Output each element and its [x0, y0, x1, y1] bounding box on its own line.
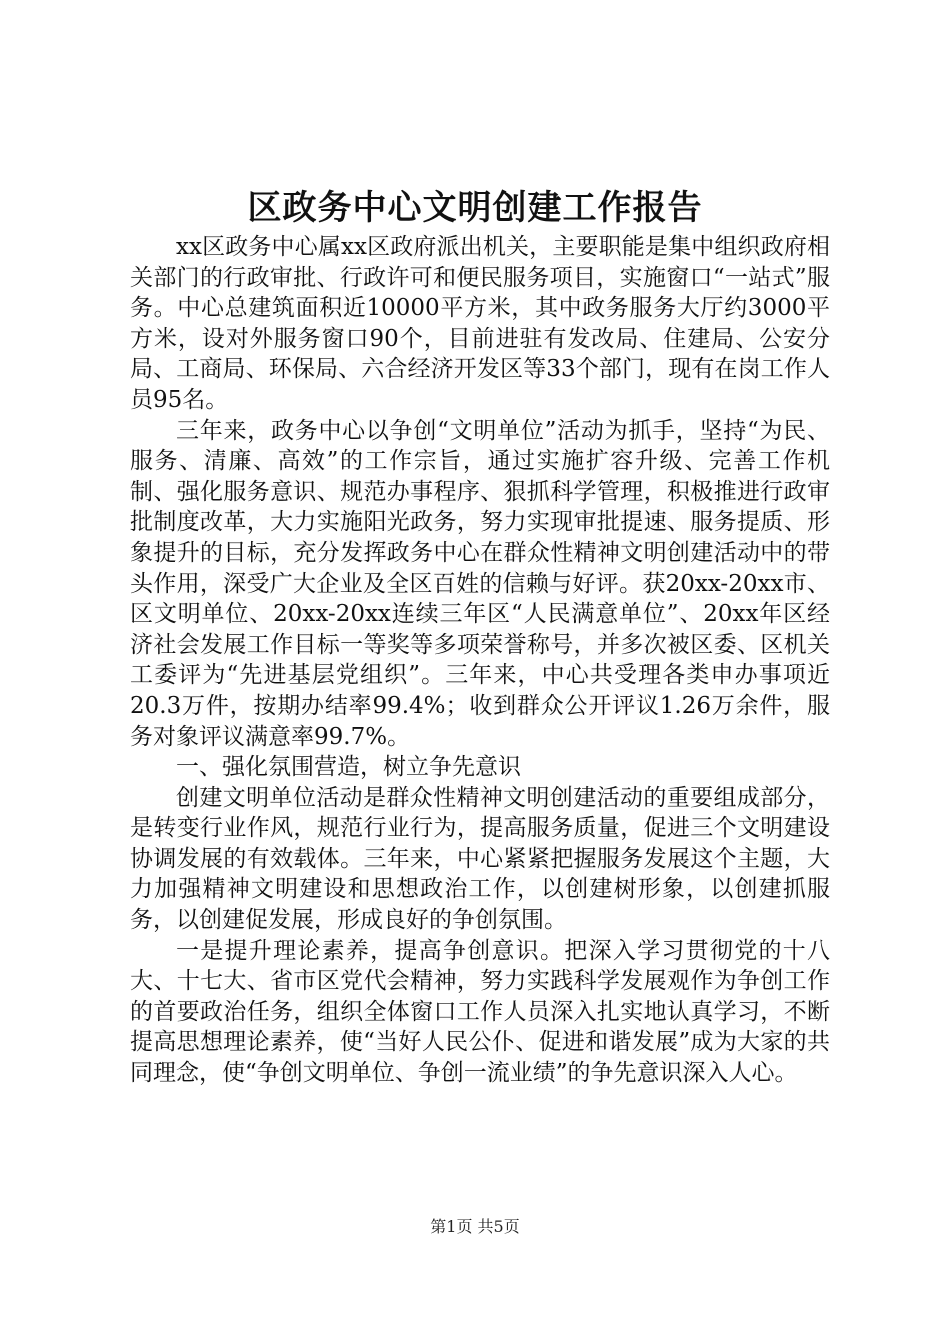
document-title: 区政务中心文明创建工作报告 — [247, 188, 703, 228]
page-number-footer: 第1页 共5页 — [430, 1217, 520, 1236]
paragraph-achievements: 三年来，政务中心以争创“文明单位”活动为抓手，坚持“为民、服务、清廉、高效”的工作宗旨，通过实施扩容升级、完善工作机制、强化服务意识、规范办事程序、狠抓科学管理，积极推进行政审批制度改革，大力实施阳光政务，努力实现审批提速、服务提质、形象提升的目标，充分发挥政务中心在群众性精神文明创建活动中的带头作用，深受广大企业及全区百姓的信赖与好评。获20xx-20xx市、区文明单位、20xx-20xx连续三年区“人民满意单位”、20xx年区经济社会发展工作目标一等奖等多项荣誉称号，并多次被区委、区机关工委评为“先进基层党组织”。三年来，中心共受理各类申办事项近20.3万件，按期办结率99.4%；收到群众公开评议1.26万余件，服务对象评议满意率99.7%。 — [130, 417, 830, 750]
paragraph-intro: xx区政务中心属xx区政府派出机关，主要职能是集中组织政府相关部门的行政审批、行政许可和便民服务项目，实施窗口“一站式”服务。中心总建筑面积近10000平方米，其中政务服务大厅约3000平方米，设对外服务窗口90个，目前进驻有发改局、住建局、公安分局、工商局、环保局、六合经济开发区等33个部门，现有在岗工作人员95名。 — [130, 234, 830, 413]
document-body — [130, 232, 830, 1089]
section-heading-1: 一、强化氛围营造，树立争先意识 — [176, 754, 521, 781]
paragraph-section-1: 创建文明单位活动是群众性精神文明创建活动的重要组成部分，是转变行业作风，规范行业行为，提高服务质量，促进三个文明建设协调发展的有效载体。三年来，中心紧紧把握服务发展这个主题，大力加强精神文明建设和思想政治工作，以创建树形象，以创建抓服务，以创建促发展，形成良好的争创氛围。 — [130, 784, 830, 934]
paragraph-theory: 一是提升理论素养，提高争创意识。把深入学习贯彻党的十八大、十七大、省市区党代会精神，努力实践科学发展观作为争创工作的首要政治任务，组织全体窗口工作人员深入扎实地认真学习，不断提高思想理论素养，使“当好人民公仆、促进和谐发展”成为大家的共同理念，使“争创文明单位、争创一流业绩”的争先意识深入人心。 — [130, 937, 830, 1087]
